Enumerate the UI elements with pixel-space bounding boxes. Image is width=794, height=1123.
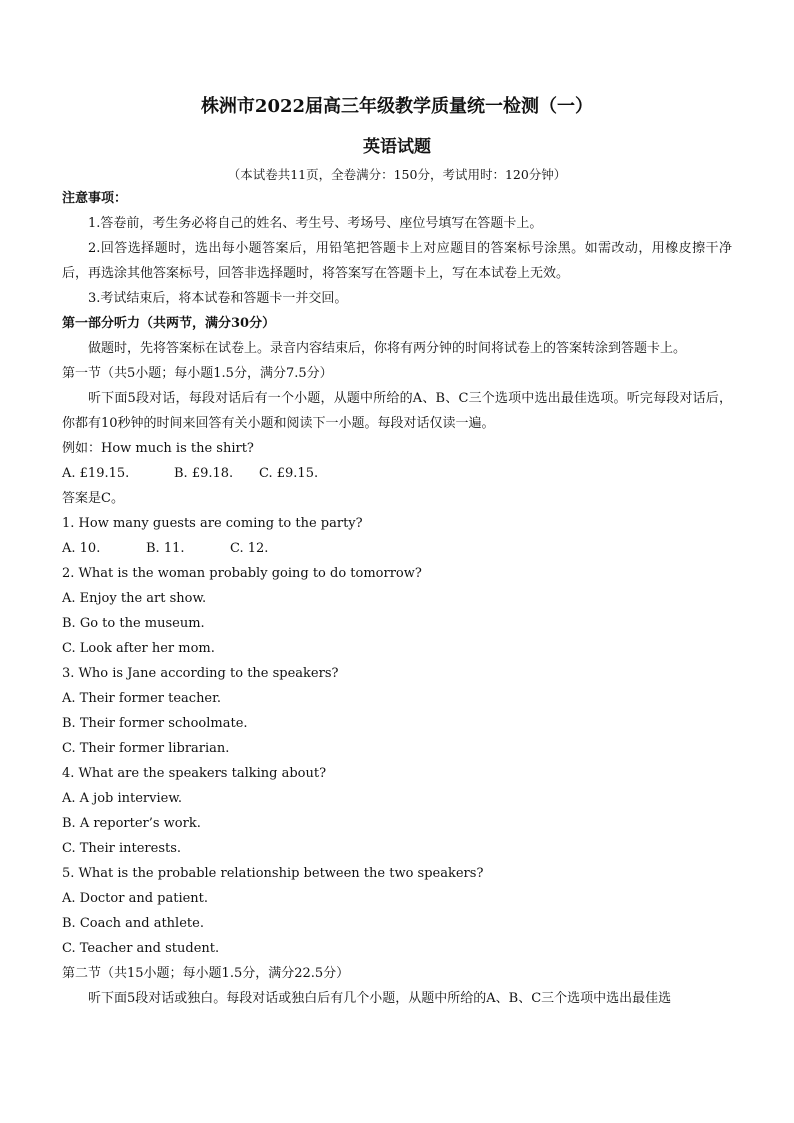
q3-option-c: C. Their former librarian.	[62, 741, 230, 756]
exam-subtitle: 英语试题	[363, 137, 431, 157]
example-answer: 答案是C。	[62, 491, 124, 506]
part1-intro: 做题时，先将答案标在试卷上。录音内容结束后，你将有两分钟的时间将试卷上的答案转涂到答题卡上。	[88, 341, 687, 356]
example-option-a: A. £19.15.	[62, 466, 130, 481]
section2-instructions: 听下面5段对话或独白。每段对话或独白后有几个小题，从题中所给的A、B、C三个选项中选出最佳选	[88, 991, 672, 1006]
q3-option-b: B. Their former schoolmate.	[62, 716, 248, 731]
section2-heading: 第二节（共15小题；每小题1.5分，满分22.5分）	[62, 966, 350, 981]
q4-option-c: C. Their interests.	[62, 841, 182, 856]
exam-page	[62, 92, 732, 1011]
question-1-options	[62, 536, 732, 561]
q4-option-a: A. A job interview.	[62, 791, 183, 806]
part1-heading: 第一部分听力（共两节，满分30分）	[62, 316, 276, 331]
section1-heading: 第一节（共5小题；每小题1.5分，满分7.5分）	[62, 366, 333, 381]
question-2: 2. What is the woman probably going to do tomorrow?	[62, 566, 422, 581]
q1-option-b: B. 11.	[146, 541, 185, 556]
q5-option-a: A. Doctor and patient.	[62, 891, 209, 906]
q5-option-b: B. Coach and athlete.	[62, 916, 204, 931]
q2-option-a: A. Enjoy the art show.	[62, 591, 207, 606]
q4-option-b: B. A reporter’s work.	[62, 816, 201, 831]
question-4: 4. What are the speakers talking about?	[62, 766, 327, 781]
q1-option-a: A. 10.	[62, 541, 101, 556]
q2-option-c: C. Look after her mom.	[62, 641, 215, 656]
q5-option-c: C. Teacher and student.	[62, 941, 220, 956]
example-options	[62, 461, 732, 486]
q1-option-c: C. 12.	[230, 541, 269, 556]
note-item-3: 3.考试结束后，将本试卷和答题卡一并交回。	[88, 291, 348, 306]
exam-title: 株洲市2022届高三年级教学质量统一检测（一）	[200, 96, 594, 117]
example-option-c: C. £9.15.	[259, 466, 319, 481]
q3-option-a: A. Their former teacher.	[62, 691, 222, 706]
section1-instructions: 听下面5段对话，每段对话后有一个小题，从题中所给的A、B、C三个选项中选出最佳选项。听完每段对话后，你都有10秒钟的时间来回答有关小题和阅读下一小题。每段对话仅读一遍。	[62, 391, 732, 431]
note-item-1: 1.答卷前，考生务必将自己的姓名、考生号、考场号、座位号填写在答题卡上。	[88, 216, 543, 231]
exam-info: （本试卷共11页，全卷满分：150分，考试用时：120分钟）	[227, 167, 567, 182]
question-5: 5. What is the probable relationship between the two speakers?	[62, 866, 484, 881]
example-option-b: B. £9.18.	[174, 466, 234, 481]
question-3: 3. Who is Jane according to the speakers?	[62, 666, 339, 681]
q2-option-b: B. Go to the museum.	[62, 616, 205, 631]
notes-heading: 注意事项：	[62, 191, 128, 206]
example-question: 例如：How much is the shirt?	[62, 441, 254, 456]
note-item-2: 2.回答选择题时，选出每小题答案后，用铅笔把答题卡上对应题目的答案标号涂黑。如需改动，用橡皮擦干净后，再选涂其他答案标号，回答非选择题时，将答案写在答题卡上，写在本试卷上无效。	[62, 241, 732, 281]
question-1: 1. How many guests are coming to the party?	[62, 516, 363, 531]
